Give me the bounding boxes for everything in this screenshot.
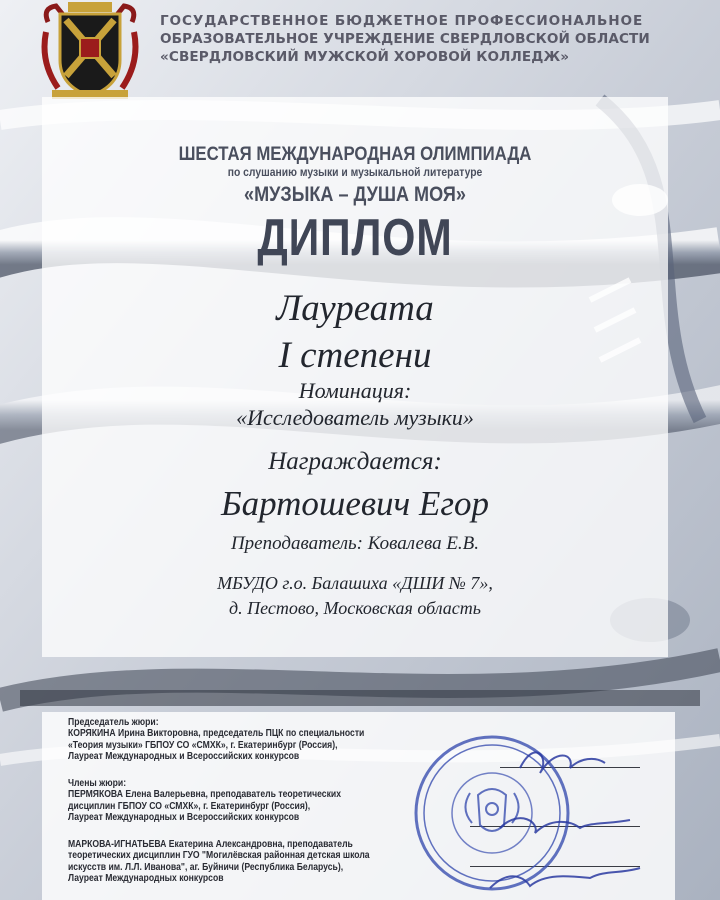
jury-member-line: Лауреат Международных конкурсов — [68, 873, 224, 885]
signature-icon — [480, 728, 660, 900]
jury-chair-label: Председатель жюри: — [68, 717, 159, 728]
jury-member-line: Лауреат Международных и Всероссийских конкурсов — [68, 812, 300, 824]
school-line-2: д. Пестово, Московская область — [229, 598, 481, 618]
organization-line-2: ОБРАЗОВАТЕЛЬНОЕ УЧРЕЖДЕНИЕ СВЕРДЛОВСКОЙ ОБЛАСТИ — [160, 31, 650, 47]
nomination-value: «Исследователь музыки» — [236, 405, 474, 430]
jury-members-label: Члены жюри: — [68, 778, 127, 789]
rank-line-2: I степени — [278, 335, 432, 376]
diploma-heading: ДИПЛОМ — [257, 209, 453, 267]
rank-line-1: Лауреата — [276, 288, 434, 329]
organization-line-3: «СВЕРДЛОВСКИЙ МУЖСКОЙ ХОРОВОЙ КОЛЛЕДЖ» — [160, 49, 570, 65]
recipient-name: Бартошевич Егор — [220, 484, 490, 523]
jury-chair-line: «Теория музыки» ГБПОУ СО «СМХК», г. Екатеринбург (Россия), — [68, 739, 338, 751]
organization-line-1: ГОСУДАРСТВЕННОЕ БЮДЖЕТНОЕ ПРОФЕССИОНАЛЬНОЕ — [160, 13, 644, 29]
event-title: ШЕСТАЯ МЕЖДУНАРОДНАЯ ОЛИМПИАДА — [178, 143, 532, 165]
school-line-1: МБУДО г.о. Балашиха «ДШИ № 7», — [217, 573, 493, 593]
jury-member-line: МАРКОВА-ИГНАТЬЕВА Екатерина Александровна, преподаватель — [68, 839, 353, 850]
event-name: «МУЗЫКА – ДУША МОЯ» — [244, 183, 466, 206]
nomination-label: Номинация: — [298, 378, 412, 403]
coat-of-arms-icon — [38, 2, 142, 102]
jury-member-line: теоретических дисциплин ГУО "Могилёвская районная детская школа — [68, 850, 370, 862]
teacher-line: Преподаватель: Ковалева Е.В. — [230, 533, 480, 554]
event-subtitle: по слушанию музыки и музыкальной литературе — [227, 167, 483, 179]
jury-chair-line: Лауреат Международных и Всероссийских конкурсов — [68, 751, 300, 763]
jury-member-line: ПЕРМЯКОВА Елена Валерьевна, преподаватель теоретических — [68, 789, 341, 801]
organization-name — [160, 12, 705, 66]
jury-member-line: искусств им. Л.Л. Иванова", аг. Буйничи (Республика Беларусь), — [68, 861, 344, 873]
jury-member-line: дисциплин ГБПОУ СО «СМХК», г. Екатеринбург (Россия), — [68, 800, 311, 812]
awarded-label: Награждается: — [268, 448, 442, 475]
jury-chair-line: КОРЯКИНА Ирина Викторовна, председатель ПЦК по специальности — [68, 728, 365, 740]
